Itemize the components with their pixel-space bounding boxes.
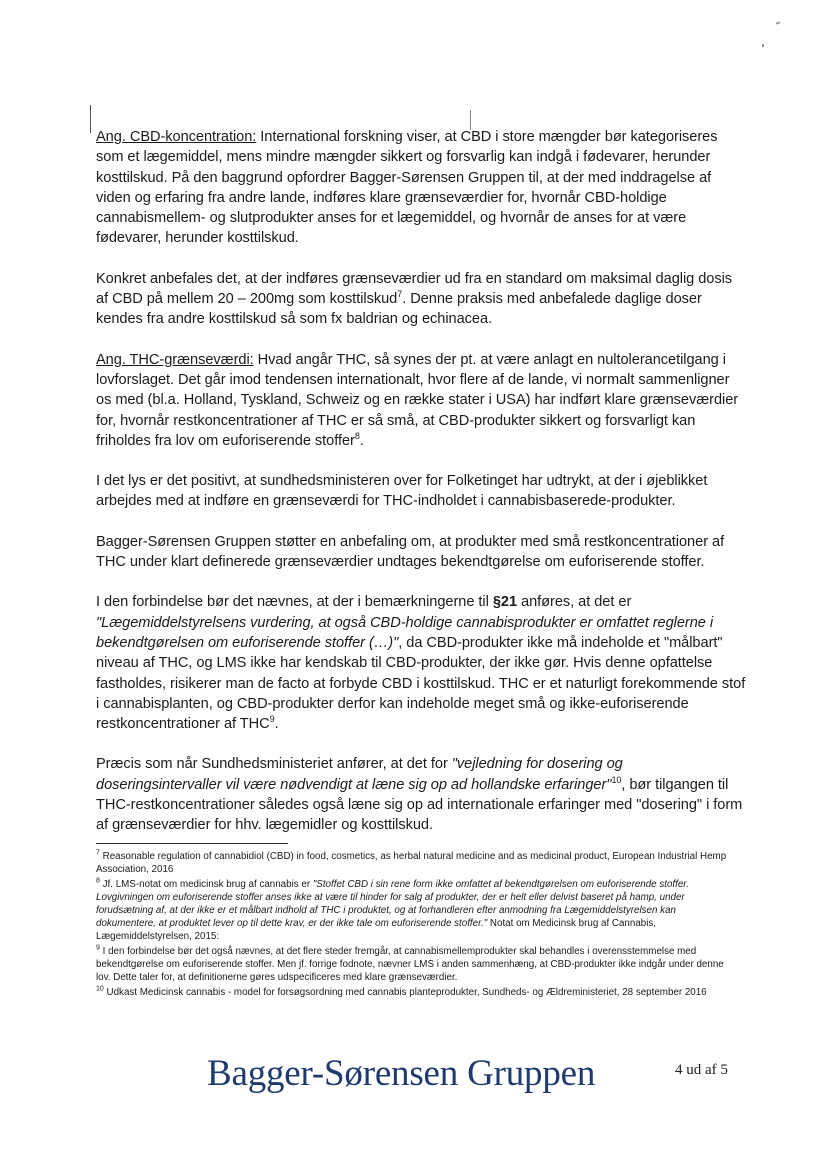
footnote-text: Notat om Medicinsk brug af Cannabis, Lægemiddelstyrelsen, 2015: bbox=[96, 918, 657, 942]
footnote-ref-8[interactable]: 8 bbox=[354, 431, 360, 441]
footnote-9 bbox=[96, 945, 736, 984]
paragraph-stoetter: Bagger-Sørensen Gruppen støtter en anbefaling om, at produkter med små restkoncentrationer af THC under klart definerede grænseværdier undtages bekendtgørelse om euforiserende stoffer. bbox=[96, 533, 725, 571]
footnote-text: Jf. LMS-notat om medicinsk brug af cannabis er bbox=[99, 879, 313, 890]
paragraph-text: Hvad angår THC, så synes der pt. at være anlagt en nultolerancetilgang i lovforslaget. Det går imod tendensen internationalt, hvor flere af de lande, vi normalt sammenligner os med (bl.a. Holland, Tyskland, Schweiz og en række stater i USA) har indført klare grænseværdier for, hvornår restkoncentrationer af THC er så små, at CBD-produkter sikkert og forsvarligt kan friholdes fra lov om euforiserende stoffer bbox=[96, 351, 739, 449]
footnote-text: Reasonable regulation of cannabidiol (CBD) in food, cosmetics, as herbal natural medicine and as medicinal product, European Industrial Hemp Association, 2016 bbox=[96, 851, 727, 875]
footnote-7 bbox=[96, 850, 736, 876]
footnote-ref-9[interactable]: 9 bbox=[269, 714, 275, 725]
paragraph-ministeren: I det lys er det positivt, at sundhedsministeren over for Folketinget har udtrykt, at der i øjeblikket arbejdes med at indføre en grænseværdi for THC-indholdet i cannabisbaserede-produkter. bbox=[96, 473, 708, 510]
paragraph-reference: §21 bbox=[492, 594, 518, 611]
paragraph-text: . Denne praksis med anbefalede daglige doser kendes fra andre kosttilskud så som fx baldrian og echinacea. bbox=[96, 291, 702, 328]
footer-brand-logo: Bagger-Sørensen Gruppen bbox=[207, 1053, 596, 1094]
body-text bbox=[96, 127, 748, 856]
paragraph-paragraf-21 bbox=[96, 592, 748, 734]
footnotes bbox=[96, 850, 736, 1001]
footnote-number: 8 bbox=[96, 877, 100, 885]
paragraph-text: Præcis som når Sundhedsministeriet anfører, at det for bbox=[96, 756, 452, 773]
paragraph-text: . bbox=[359, 432, 364, 449]
paragraph-cbd-koncentration bbox=[96, 127, 748, 249]
paragraph-text: . bbox=[274, 716, 279, 733]
footnote-8 bbox=[96, 878, 736, 943]
footnote-ref-10[interactable]: 10 bbox=[611, 774, 622, 785]
paragraph-text: International forskning viser, at CBD i store mængder bør kategoriseres som et lægemiddel, mens mindre mængder sikkert og forsvarlig kan indgå i fødevarer, herunder kosttilskud. På den baggrund opfordrer Bagger-Sørensen Gruppen til, at der med inddragelse af viden og erfaring fra andre lande, indføres klare grænseværdier for, hvornår CBD-holdige cannabismellem- og slutprodukter anses for et lægemiddel, og hvornår de anses for at være fødevarer, herunder kosttilskud. bbox=[96, 129, 718, 247]
footnote-number: 10 bbox=[96, 985, 104, 993]
scan-speck bbox=[762, 44, 764, 47]
paragraph-text: , da CBD-produkter ikke må indeholde et "målbart" niveau af THC, og LMS ikke har kendskab til CBD-produkter, der ikke gør. Hvis denne opfattelse fastholdes, risikerer man de facto at forbyde CBD i kosttilskud. THC er et naturligt forekommende stof i cannabisplanten, og CBD-produkter derfor kan indeholde meget små og ikke-euforiserende restkoncentrationer af THC bbox=[96, 634, 746, 733]
footnote-10 bbox=[96, 986, 736, 999]
footnote-text: I den forbindelse bør det også nævnes, at det flere steder fremgår, at cannabismellemprodukter skal behandles i overensstemmelse med bekendtgørelse om euforiserende stoffer. Men jf. forrige fodnote, nævner LMS i anden sammenhæng, at CBD-produkter ikke indgår under denne lov. Dette taler for, at definitionerne gøres udspecificeres med klare grænseværdier. bbox=[96, 946, 724, 983]
paragraph-dosis bbox=[96, 269, 748, 330]
heading-cbd-koncentration: Ang. CBD-koncentration: bbox=[96, 129, 257, 145]
paragraph-text: , bør tilgangen til THC-restkoncentrationer således også læne sig op ad internationale erfaringer med "dosering" i form af grænseværdier for hhv. lægemidler og kosttilskud. bbox=[96, 776, 743, 834]
footnote-ref-7[interactable]: 7 bbox=[397, 289, 403, 300]
paragraph-text: Konkret anbefales det, at der indføres grænseværdier ud fra en standard om maksimal daglig dosis af CBD på mellem 20 – 200mg som kosttilskud bbox=[96, 270, 733, 308]
scan-speck bbox=[776, 21, 780, 24]
paragraph-praecis bbox=[96, 754, 748, 835]
quote-text: "Lægemiddelstyrelsens vurdering, at også CBD-holdige cannabisprodukter er omfattet reglerne i bekendtgørelsen om euforiserende stoffer (…)" bbox=[96, 614, 714, 651]
margin-mark bbox=[90, 105, 91, 133]
paragraph-text: anføres, at det er bbox=[517, 594, 632, 611]
paragraph-text: I den forbindelse bør det nævnes, at der i bemærkningerne til bbox=[96, 594, 493, 611]
footnote-separator bbox=[96, 843, 288, 844]
footnote-text: Udkast Medicinsk cannabis - model for forsøgsordning med cannabis planteprodukter, Sundheds- og Ældreministeriet, 28 september 2016 bbox=[103, 987, 707, 998]
footnote-number: 9 bbox=[96, 944, 100, 952]
page-number: 4 ud af 5 bbox=[675, 1062, 728, 1078]
footnote-quote: "Stoffet CBD i sin rene form ikke omfattet af bekendtgørelsen om euforiserende stoffer. Lovgivningen om euforiserende stoffer anses ikke at være til hinder for salg af produkter, der er helt eller delvist baseret på hamp, under forudsætning af, at der ikke er et målbart indhold af THC i produktet, og at forhandleren efter anmodning fra Lægemiddelstyrelsen kan dokumentere, at produktet lever op til dette krav, er der ikke tale om euforiserende stoffer." bbox=[96, 879, 689, 929]
quote-text: "vejledning for dosering og doseringsintervaller vil være nødvendigt at læne sig op ad hollandske erfaringer" bbox=[96, 756, 623, 793]
footnote-number: 7 bbox=[96, 849, 100, 857]
heading-thc-graensevaerdi: Ang. THC-grænseværdi: bbox=[96, 351, 254, 368]
paragraph-thc-graensevaerdi bbox=[96, 350, 748, 451]
